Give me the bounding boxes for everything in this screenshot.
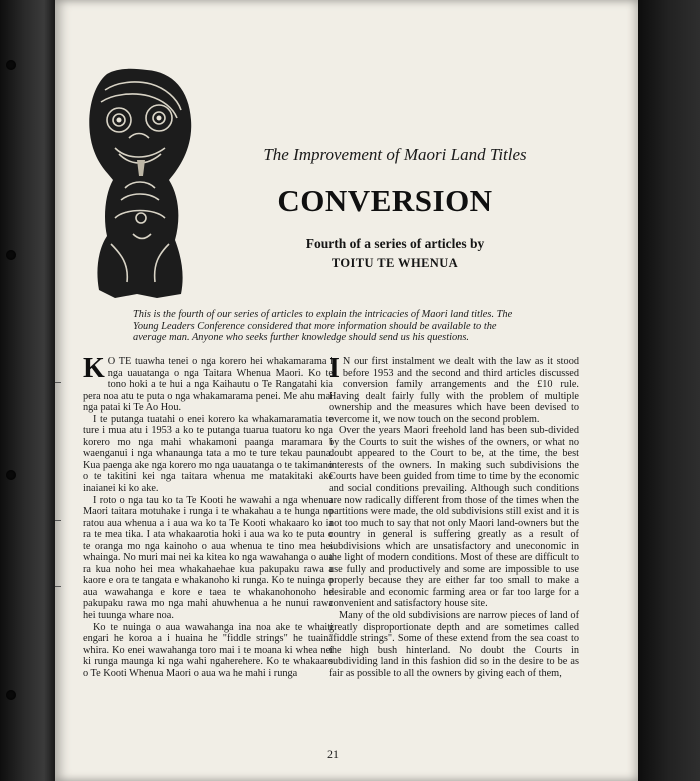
binding-hole (6, 690, 16, 700)
paragraph: Over the years Maori freehold land has been sub-divided by the Courts to suit the wishes of the owners, or what no doubt appeared to the Court to be, at the time, the best interests of the owners. In making such subdivisions the Courts have been guided from time to time by the economic and social conditions prevailing. Although such conditions are now radically different from those of the times when the partitions were made, the old subdivisions still exist and it is not too much to say that not only Maori land-owners but the country in general is suffering greatly as a result of subdivisions which are unsatisfactory and uneconomic in the light of modern conditions. Most of these are difficult to use fully and productively and some are impossible to use properly because they are either far too small to make a desirable and economic farming area or far too large for a convenient and satisfactory house site. (329, 425, 579, 610)
byline: Fourth of a series of articles by (305, 236, 485, 251)
paragraph: I N our first instalment we dealt with the law as it stood before 1953 and the second and third articles discussed conversion family arrangements and the £10 rule. Having dealt fairly fully with the problem of multiple ownership and the measures which have been devised to overcome it, we now touch on the second problem. (329, 353, 579, 425)
binding-hole (6, 60, 16, 70)
drop-cap: K (83, 353, 105, 384)
paragraph: K O TE tuawha tenei o nga korero hei whakamarama i nga uauatanga o nga Taitara Whenua Maori. Ko te tono hoki a te hui a nga Kaihautu o Te Rangatahi kia pera noa atu te puta o nga whakamarama penei. Me ahu mai nga patai ki Te Ao Hou. (83, 353, 333, 414)
drop-cap: I (329, 353, 340, 384)
binding-hole (6, 470, 16, 480)
margin-mark (55, 520, 61, 521)
intro-paragraph: This is the fourth of our series of articles to explain the intricacies of Maori land titles. The Young Leaders Conference considered that more information should be available to the average man. Anyone who seeks further knowledge should send us his questions. (133, 309, 513, 344)
margin-mark (55, 586, 61, 587)
article-title: CONVERSION (277, 183, 493, 218)
paragraph: I roto o nga tau ko ta Te Kooti he wawahi a nga whenua Maori taitara motuhake i runga i te whakahau a te hunga no ratou aua whenua a i aua wa ko ta Te Kooti whakaaro ko ia ra te mea tika. I ata whakaarotia hoki i aua wa ko te puta o te oranga mo nga kainoho o aua whenua te tino mea hei whainga. No muri mai nei ka kitea ko nga wawahanga o aua ra kua noho hei mea whakahaehae kua pakupaku rawa a kaore e ora te tangata e whakanoho ki runga. Ko te nuinga o aua wawahanga e kore e taea te whakanohonoho he pakupaku rawa mo nga mahi ahuwhenua a he nunui rawa hei tuunga whare noa. (83, 494, 333, 622)
margin-mark (55, 382, 61, 383)
author-name: TOITU TE WHENUA (331, 256, 459, 270)
paragraph: Many of the old subdivisions are narrow pieces of land of greatly disproportionate depth and are sometimes called "fiddle strings". Some of these extend from the sea coast to the high bush hinterland. No doubt the Courts in subdividing land in this fashion did so in the desire to be as fair as possible to all the owners by giving each of them, (329, 610, 579, 679)
paragraph: Ko te nuinga o aua wawahanga ina noa ake te whaiti engari he koroa a i huaina he "fiddle strings" he tuaina whira. Ko enei wawahanga toro mai i te moana ki whea nei ki runga maunga ki nga wahi ngaherehere. Ko te whakaaro o Te Kooti Whenua Maori o aua wa he mahi i runga (83, 621, 333, 679)
english-text-column (329, 353, 579, 679)
paragraph: I te putanga tuatahi o enei korero ka whakamaramatia te ture i mua atu i 1953 a ko te putanga tuarua tuatoru ko nga korero mo nga mahi whakamoni paanga maramara i waenganui i nga whanaunga tata a mo te ture tekau pauna. Kua paenga ake nga korero mo nga uauatanga o te takimano o te takitini kei nga taitara whenua me matakitaki ake inaianei ki ko ake. (83, 413, 333, 495)
binding-gutter (0, 0, 55, 781)
page-number: 21 (327, 747, 339, 761)
page-edge (638, 0, 700, 781)
binding-hole (6, 250, 16, 260)
series-title: The Improvement of Maori Land Titles (263, 145, 527, 164)
tiki-carving-icon (85, 68, 195, 300)
maori-text-column (83, 353, 333, 679)
